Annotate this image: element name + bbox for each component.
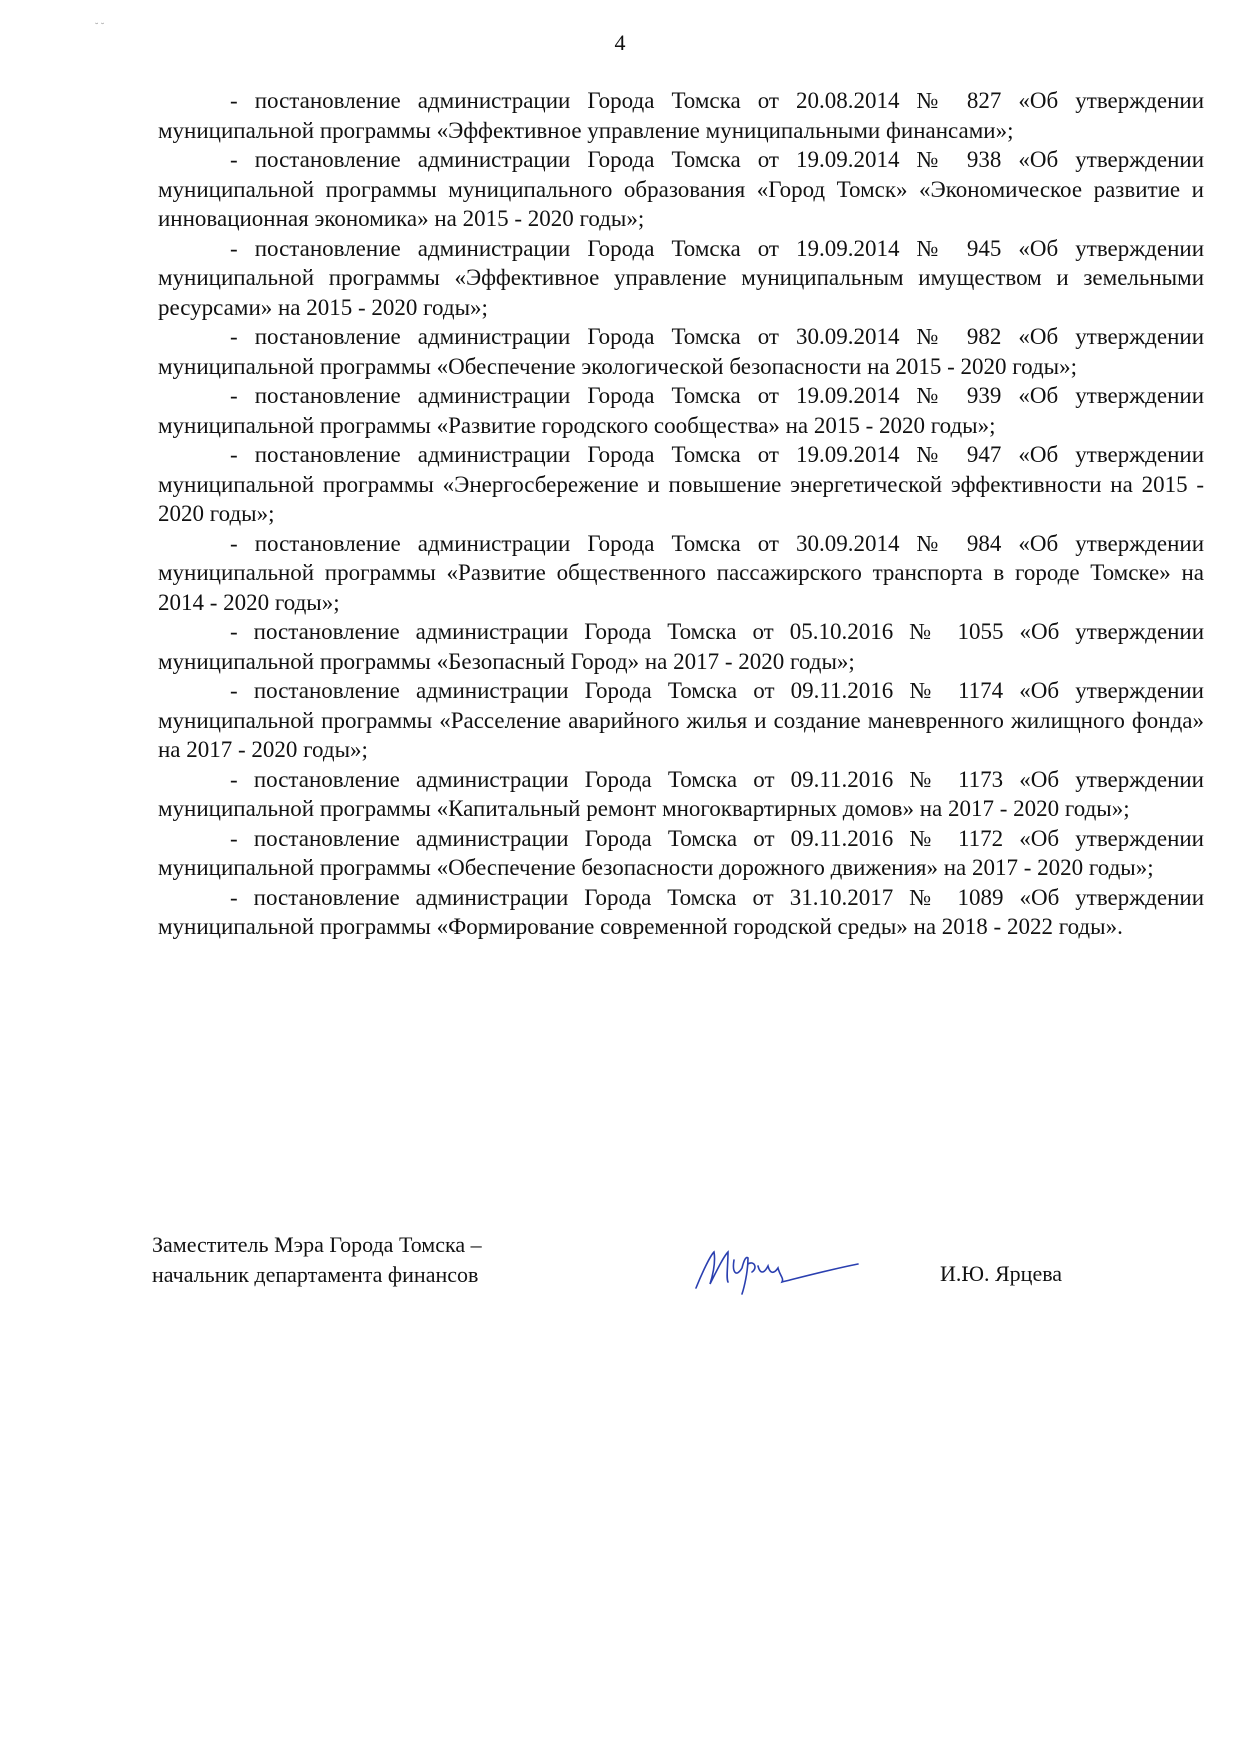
- list-item: - постановление администрации Города Томска от 09.11.2016 № 1173 «Об утверждении муниципальной программы «Капитальный ремонт многоквартирных домов» на 2017 - 2020 годы»;: [158, 766, 1204, 821]
- page-number: 4: [614, 30, 626, 55]
- scan-artifact: ˘ ˘: [95, 22, 105, 33]
- list-item: - постановление администрации Города Томска от 05.10.2016 № 1055 «Об утверждении муниципальной программы «Безопасный Город» на 2017 - 2020 годы»;: [158, 619, 1204, 674]
- list-item: - постановление администрации Города Томска от 20.08.2014 № 827 «Об утверждении муниципальной программы «Эффективное управление муниципальными финансами»;: [158, 88, 1204, 143]
- list-item: - постановление администрации Города Томска от 19.09.2014 № 939 «Об утверждении муниципальной программы «Развитие городского сообщества» на 2015 - 2020 годы»;: [158, 383, 1204, 438]
- list-item: - постановление администрации Города Томска от 19.09.2014 № 945 «Об утверждении муниципальной программы «Эффективное управление муниципальным имуществом и земельными ресурсами» на 2015 - 2020 годы»;: [158, 235, 1204, 320]
- signatory-name: И.Ю. Ярцева: [940, 1261, 1063, 1286]
- handwritten-signature: [688, 1238, 868, 1298]
- list-item: - постановление администрации Города Томска от 09.11.2016 № 1174 «Об утверждении муниципальной программы «Расселение аварийного жилья и создание маневренного жилищного фонда» на 2017 - 2020 годы»;: [158, 678, 1204, 762]
- list-item: - постановление администрации Города Томска от 19.09.2014 № 938 «Об утверждении муниципальной программы муниципального образования «Город Томск» «Экономическое развитие и инновационная экономика» на 2015 - 2020 годы»;: [158, 147, 1204, 231]
- list-item: - постановление администрации Города Томска от 31.10.2017 № 1089 «Об утверждении муниципальной программы «Формирование современной городской среды» на 2018 - 2022 годы».: [158, 884, 1204, 939]
- signatory-title-line2: начальник департамента финансов: [152, 1262, 479, 1287]
- list-item: - постановление администрации Города Томска от 30.09.2014 № 984 «Об утверждении муниципальной программы «Развитие общественного пассажирского транспорта в городе Томске» на 2014 - 2020 годы»;: [158, 530, 1204, 615]
- list-item: - постановление администрации Города Томска от 09.11.2016 № 1172 «Об утверждении муниципальной программы «Обеспечение безопасности дорожного движения» на 2017 - 2020 годы»;: [158, 825, 1204, 880]
- signatory-title: [152, 1230, 482, 1290]
- list-item: - постановление администрации Города Томска от 19.09.2014 № 947 «Об утверждении муниципальной программы «Энергосбережение и повышение энергетической эффективности на 2015 - 2020 годы»;: [158, 442, 1204, 526]
- document-body: [158, 86, 1204, 942]
- list-item: - постановление администрации Города Томска от 30.09.2014 № 982 «Об утверждении муниципальной программы «Обеспечение экологической безопасности на 2015 - 2020 годы»;: [158, 324, 1204, 379]
- signatory-title-line1: Заместитель Мэра Города Томска –: [152, 1232, 482, 1257]
